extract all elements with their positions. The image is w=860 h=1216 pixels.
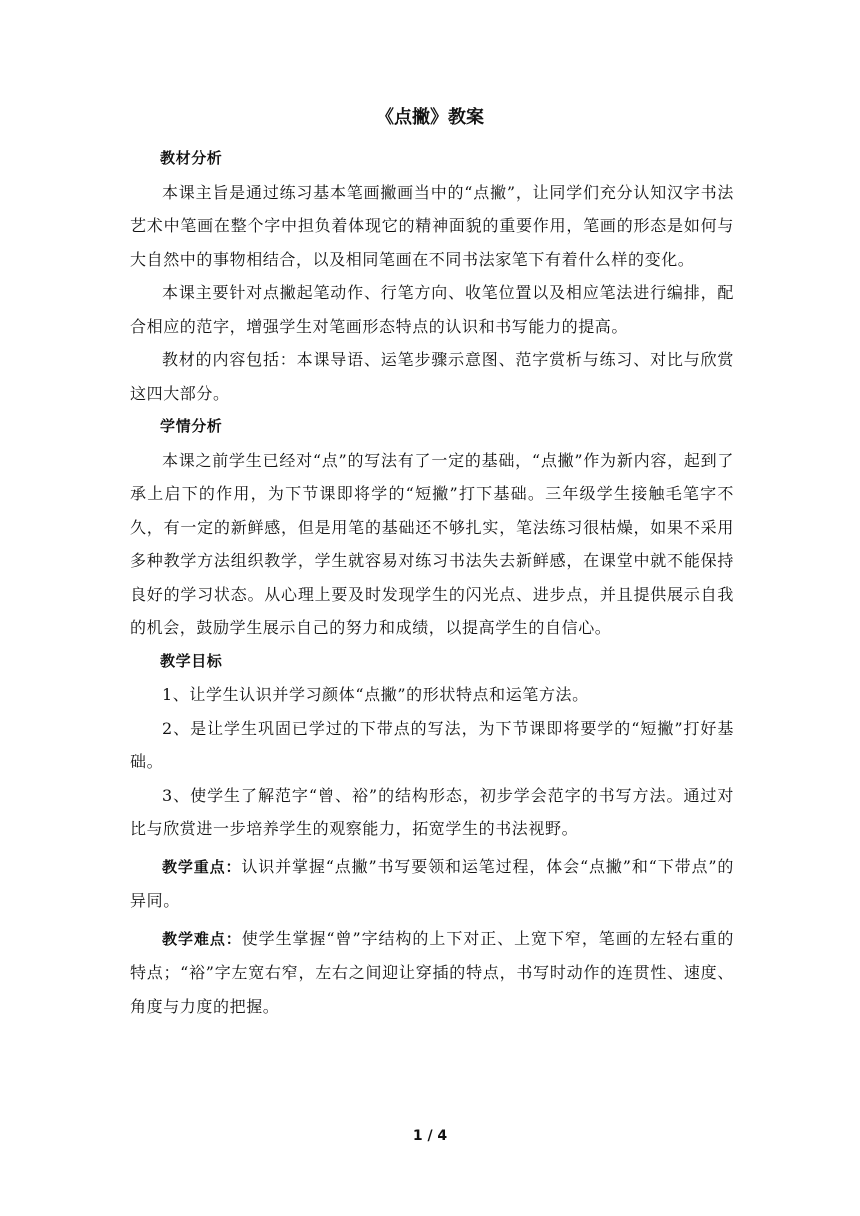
paragraph-student-analysis-1: 本课之前学生已经对“点”的写法有了一定的基础，“点撇”作为新内容，起到了承上启下的作用，为下节课即将学的“短撇”打下基础。三年级学生接触毛笔字不久，有一定的新鲜感，但是用笔的基础还不够扎实，笔法练习很枯燥，如果不采用多种教学方法组织教学，学生就容易对练习书法失去新鲜感，在课堂中就不能保持良好的学习状态。从心理上要及时发现学生的闪光点、进步点，并且提供展示自我的机会，鼓励学生展示自己的努力和成绩，以提高学生的自信心。: [130, 450, 734, 637]
key-point-label: 教学重点：: [162, 857, 242, 876]
section-heading-material-analysis: 教材分析: [160, 149, 223, 167]
section-heading-student-analysis: 学情分析: [160, 417, 223, 435]
list-item-teaching-goal-2: 2、是让学生巩固已学过的下带点的写法，为下节课即将要学的“短撇”打好基础。: [130, 718, 734, 771]
document-body: [130, 142, 734, 1023]
paragraph-key-point: [130, 850, 734, 918]
paragraph-difficult-point: [130, 922, 734, 1024]
difficult-point-text: 使学生掌握“曾”字结构的上下对正、上宽下窄，笔画的左轻右重的特点；“裕”字左宽右窄，左右之间迎让穿插的特点，书写时动作的连贯性、速度、角度与力度的把握。: [130, 928, 734, 1016]
key-point-text: 认识并掌握“点撇”书写要领和运笔过程，体会“点撇”和“下带点”的异同。: [130, 856, 734, 910]
list-item-teaching-goal-3: 3、使学生了解范字“曾、裕”的结构形态，初步学会范字的书写方法。通过对比与欣赏进一步培养学生的观察能力，拓宽学生的书法视野。: [130, 785, 734, 838]
section-heading-teaching-goals: 教学目标: [160, 651, 223, 670]
paragraph-material-analysis-1: 本课主旨是通过练习基本笔画撇画当中的“点撇”，让同学们充分认知汉字书法艺术中笔画在整个字中担负着体现它的精神面貌的重要作用，笔画的形态是如何与大自然中的事物相结合，以及相同笔画在不同书法家笔下有着什么样的变化。: [130, 182, 734, 269]
page-number: 1 / 4: [412, 1128, 448, 1144]
document-title: 《点撇》教案: [376, 107, 484, 128]
paragraph-material-analysis-3: 教材的内容包括：本课导语、运笔步骤示意图、范字赏析与练习、对比与欣赏这四大部分。: [130, 350, 734, 403]
paragraph-material-analysis-2: 本课主要针对点撇起笔动作、行笔方向、收笔位置以及相应笔法进行编排，配合相应的范字，增强学生对笔画形态特点的认识和书写能力的提高。: [130, 283, 734, 336]
difficult-point-label: 教学难点：: [162, 929, 242, 948]
list-item-teaching-goal-1: 1、让学生认识并学习颜体“点撇”的形状特点和运笔方法。: [162, 685, 589, 704]
